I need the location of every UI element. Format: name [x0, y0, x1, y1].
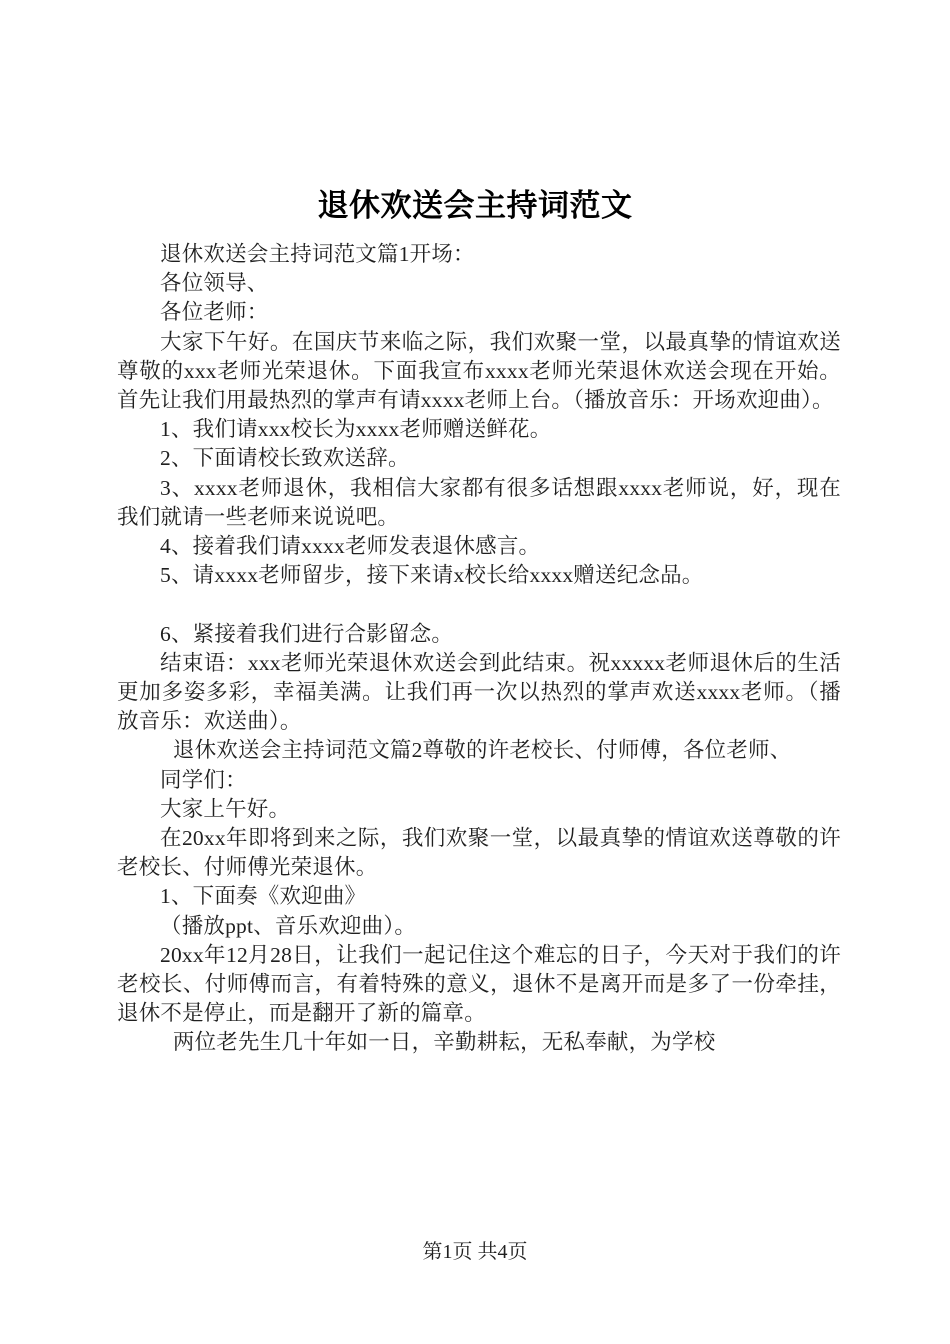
page-title: 退休欢送会主持词范文 [317, 188, 633, 223]
body-paragraph: 各位老师： [160, 300, 269, 325]
body-paragraph: （播放ppt、音乐欢迎曲）。 [160, 913, 417, 938]
body-paragraph: 2、下面请校长致欢送辞。 [160, 446, 410, 471]
body-paragraph: 退休欢送会主持词范文篇1开场： [160, 242, 475, 266]
body-paragraph: 在20xx年即将到来之际，我们欢聚一堂，以最真挚的情谊欢送尊敬的许老校长、付师傅光荣退休。 [117, 826, 841, 880]
body-paragraph: 大家下午好。在国庆节来临之际，我们欢聚一堂，以最真挚的情谊欢送尊敬的xxx老师光荣退休。下面我宣布xxxx老师光荣退休欢送会现在开始。首先让我们用最热烈的掌声有请xxxx老师上台。（播放音乐：开场欢迎曲）。 [117, 329, 841, 413]
body-paragraph: 两位老先生几十年如一日，辛勤耕耘，无私奉献，为学校 [172, 1030, 716, 1055]
body-paragraph: 大家上午好。 [160, 796, 291, 821]
paragraph-spacer [117, 590, 841, 619]
body-paragraph: 4、接着我们请xxxx老师发表退休感言。 [160, 534, 541, 559]
body-paragraph: 退休欢送会主持词范文篇2尊敬的许老校长、付师傅，各位老师、 [172, 738, 792, 763]
page-footer-label: 第1页 共4页 [422, 1241, 528, 1263]
document-body [117, 240, 841, 1058]
body-paragraph: 6、紧接着我们进行合影留念。 [160, 621, 454, 646]
body-paragraph: 3、xxxx老师退休，我相信大家都有很多话想跟xxxx老师说，好，现在我们就请一些老师来说说吧。 [117, 475, 841, 529]
body-paragraph: 5、请xxxx老师留步，接下来请x校长给xxxx赠送纪念品。 [160, 563, 704, 588]
body-paragraph: 同学们： [160, 767, 247, 792]
body-paragraph: 各位领导、 [160, 271, 269, 296]
body-paragraph: 1、我们请xxx校长为xxxx老师赠送鲜花。 [160, 417, 552, 442]
body-paragraph: 1、下面奏《欢迎曲》 [160, 884, 367, 909]
body-paragraph: 20xx年12月28日，让我们一起记住这个难忘的日子，今天对于我们的许老校长、付师傅而言，有着特殊的意义，退休不是离开而是多了一份牵挂，退休不是停止，而是翻开了新的篇章。 [117, 942, 841, 1026]
body-paragraph: 结束语：xxx老师光荣退休欢送会到此结束。祝xxxxx老师退休后的生活更加多姿多彩，幸福美满。让我们再一次以热烈的掌声欢送xxxx老师。（播放音乐：欢送曲）。 [117, 650, 841, 734]
